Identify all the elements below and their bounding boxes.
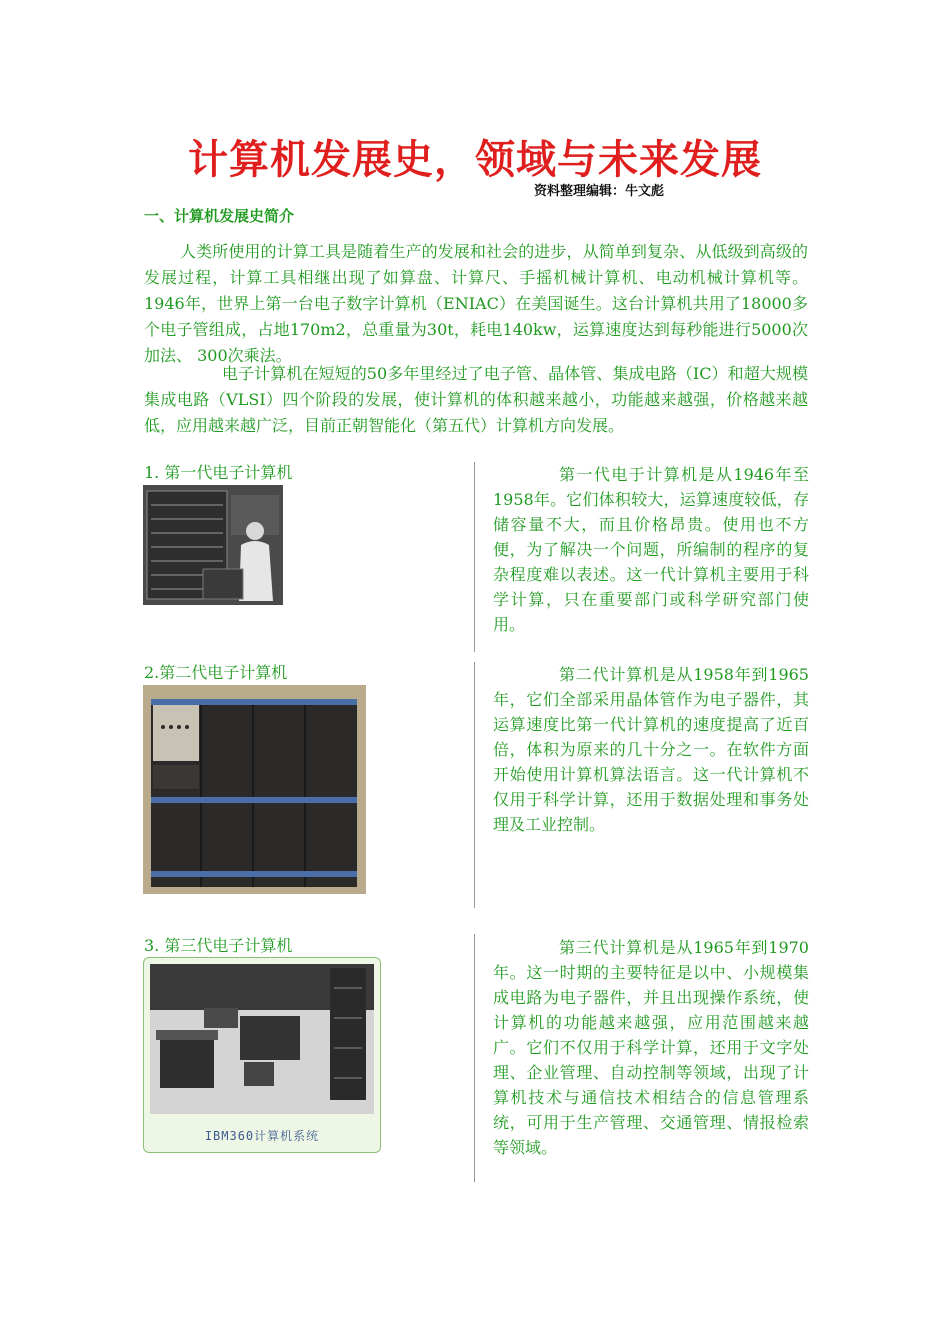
intro-paragraph-2: 电子计算机在短短的50多年里经过了电子管、晶体管、集成电路（IC）和超大规模集成电路（VLSI）四个阶段的发展，使计算机的体积越来越小，功能越来越强，价格越来越低，应用越来越广泛，目前正朝智能化（第五代）计算机方向发展。 xyxy=(144,364,808,435)
generation-1-title: 1. 第一代电子计算机 xyxy=(144,463,293,482)
generation-2-description: 第二代计算机是从1958年到1965年，它们全部采用晶体管作为电子器件，其运算速度比第一代计算机的速度提高了近百倍，体积为原来的几十分之一。在软件方面开始使用计算机算法语言。这一代计算机不仅用于科学计算，还用于数据处理和事务处理及工业控制。 xyxy=(493,665,809,834)
first-generation-computer-illustration xyxy=(143,485,283,605)
generation-3-description: 第三代计算机是从1965年到1970年。这一时期的主要特征是以中、小规模集成电路为电子器件，并且出现操作系统，使计算机的功能越来越强，应用范围越来越广。它们不仅用于科学计算，还用于文字处理、企业管理、自动控制等领域，出现了计算机技术与通信技术相结合的信息管理系统，可用于生产管理、交通管理、情报检索等领域。 xyxy=(493,938,809,1157)
column-divider-3 xyxy=(474,934,475,1182)
third-generation-computer-photo xyxy=(143,957,381,1153)
generation-2-title: 2.第二代电子计算机 xyxy=(144,663,288,682)
second-generation-computer-photo xyxy=(143,685,366,894)
column-divider-1 xyxy=(474,462,475,652)
section-heading-history: 一、计算机发展史简介 xyxy=(144,207,295,225)
intro-paragraph-1: 人类所使用的计算工具是随着生产的发展和社会的进步，从简单到复杂、从低级到高级的发展过程，计算工具相继出现了如算盘、计算尺、手摇机械计算机、电动机械计算机等。 1946年，世界上第一台电子数字计算机（ENIAC）在美国诞生。这台计算机共用了18000多个电子管组成，占地170m2，总重量为30t，耗电140kw，运算速度达到每秒能进行5000次加法、 300次乘法。 xyxy=(144,242,808,365)
first-generation-computer-photo xyxy=(143,485,283,605)
generation-1-description: 第一代电于计算机是从1946年至1958年。它们体积较大，运算速度较低，存储容量不大，而且价格昂贵。使用也不方便，为了解决一个问题，所编制的程序的复杂程度难以表述。这一代计算机主要用于科学计算，只在重要部门或科学研究部门使用。 xyxy=(493,465,809,634)
column-divider-2 xyxy=(474,662,475,908)
editor-credit: 资料整理编辑：牛文彪 xyxy=(534,184,665,199)
generation-3-title: 3. 第三代电子计算机 xyxy=(144,936,293,955)
second-generation-computer-illustration xyxy=(143,685,366,894)
ibm360-illustration xyxy=(144,958,380,1118)
document-title: 计算机发展史，领域与未来发展 xyxy=(188,137,762,183)
ibm360-caption: IBM360计算机系统 xyxy=(204,1129,320,1143)
